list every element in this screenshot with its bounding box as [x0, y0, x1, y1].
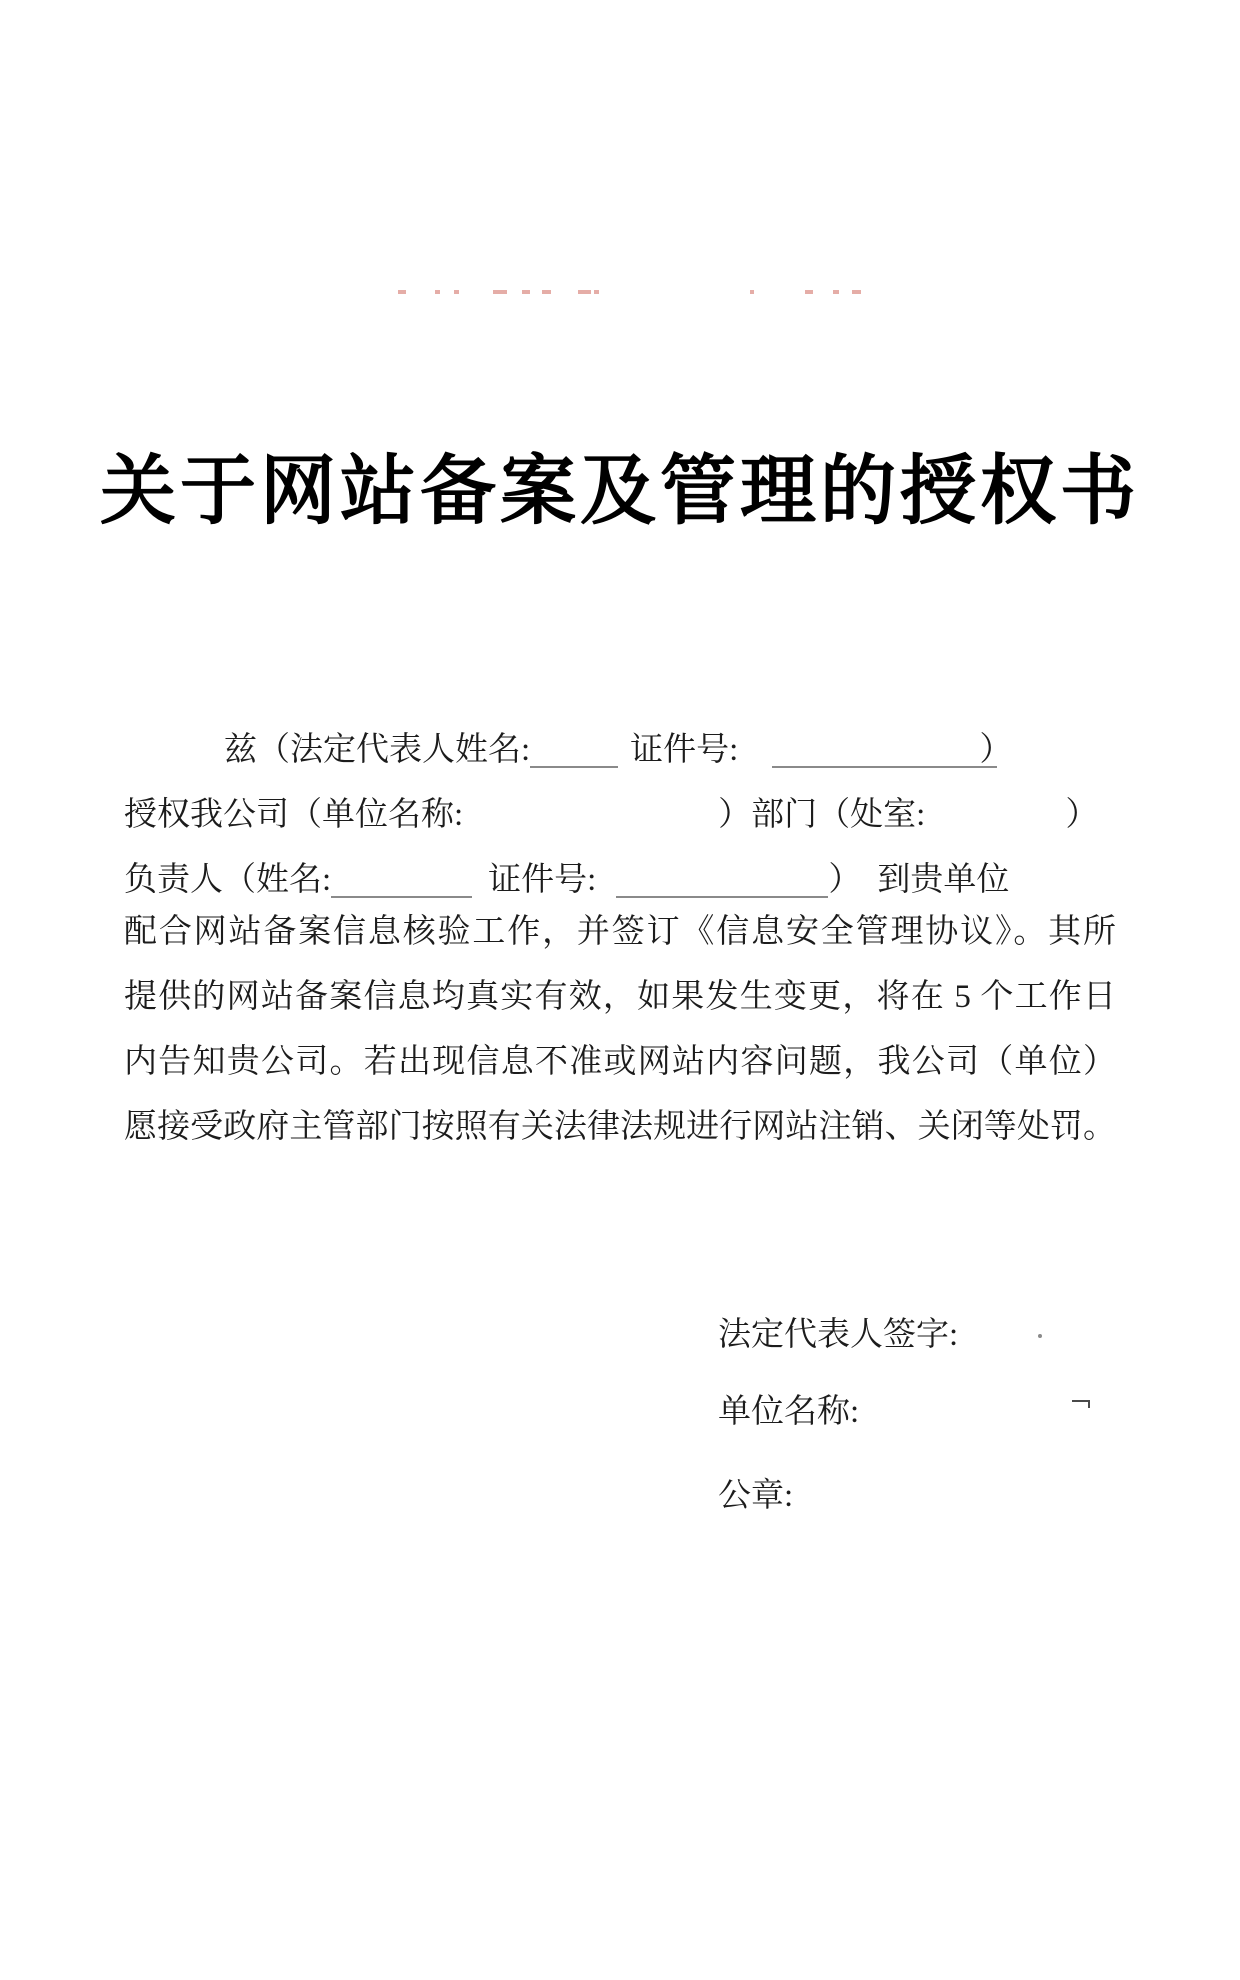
company-name-label: 授权我公司（单位名称: [124, 797, 464, 834]
close-paren: ） [1065, 797, 1099, 834]
official-seal-label: 公章: [718, 1478, 794, 1514]
form-line-legal-rep [124, 705, 1116, 770]
scan-artifact-mark [522, 290, 530, 294]
artifact-row [0, 290, 1240, 296]
scan-artifact-mark [435, 290, 440, 294]
scan-artifact-mark [454, 290, 459, 294]
close-paren: ） [828, 862, 862, 899]
scan-artifact-mark [493, 290, 507, 294]
close-paren: ） [979, 732, 1013, 769]
department-label: ）部门（处室: [718, 797, 926, 834]
document-body [124, 705, 1116, 1160]
signature-block [718, 1318, 958, 1513]
scan-artifact-mark [578, 290, 591, 294]
document-title: 关于网站备案及管理的授权书 [100, 450, 1140, 534]
scan-artifact-mark [594, 290, 599, 294]
manager-id-blank [616, 888, 828, 898]
scan-artifact-dot [1038, 1334, 1042, 1338]
scan-artifact-mark [852, 290, 861, 294]
manager-name-label: 负责人（姓名: [124, 862, 332, 899]
department-blank [925, 825, 1065, 835]
legal-rep-name-label: 兹（法定代表人姓名: [224, 732, 531, 769]
manager-name-blank [331, 888, 472, 898]
scan-artifact-hook [1072, 1400, 1090, 1408]
scan-artifact-mark [542, 290, 551, 294]
legal-rep-name-blank [530, 758, 618, 768]
form-line-manager [124, 835, 1116, 900]
body-text-line: 内告知贵公司。若出现信息不准或网站内容问题，我公司（单位） [124, 1044, 1116, 1080]
to-your-unit-text: 到贵单位 [877, 862, 1010, 899]
scan-artifact-mark [398, 290, 406, 294]
form-line-company [124, 770, 1116, 835]
body-text-line: 配合网站备案信息核验工作，并签订《信息安全管理协议》。其所 [124, 914, 1116, 950]
body-text-line: 愿接受政府主管部门按照有关法律法规进行网站注销、关闭等处罚。 [124, 1109, 1116, 1145]
scan-artifact-mark [833, 290, 839, 294]
scan-artifact-mark [750, 290, 754, 294]
company-name-sign-label: 单位名称: [718, 1394, 860, 1430]
manager-id-label: 证件号: [488, 862, 597, 899]
legal-rep-id-label: 证件号: [630, 732, 739, 769]
body-text-line: 提供的网站备案信息均真实有效，如果发生变更，将在 5 个工作日 [124, 979, 1116, 1015]
scan-artifact-mark [805, 290, 813, 294]
company-name-blank [463, 825, 718, 835]
legal-rep-id-blank [772, 758, 997, 768]
legal-rep-sign-label: 法定代表人签字: [718, 1317, 959, 1353]
